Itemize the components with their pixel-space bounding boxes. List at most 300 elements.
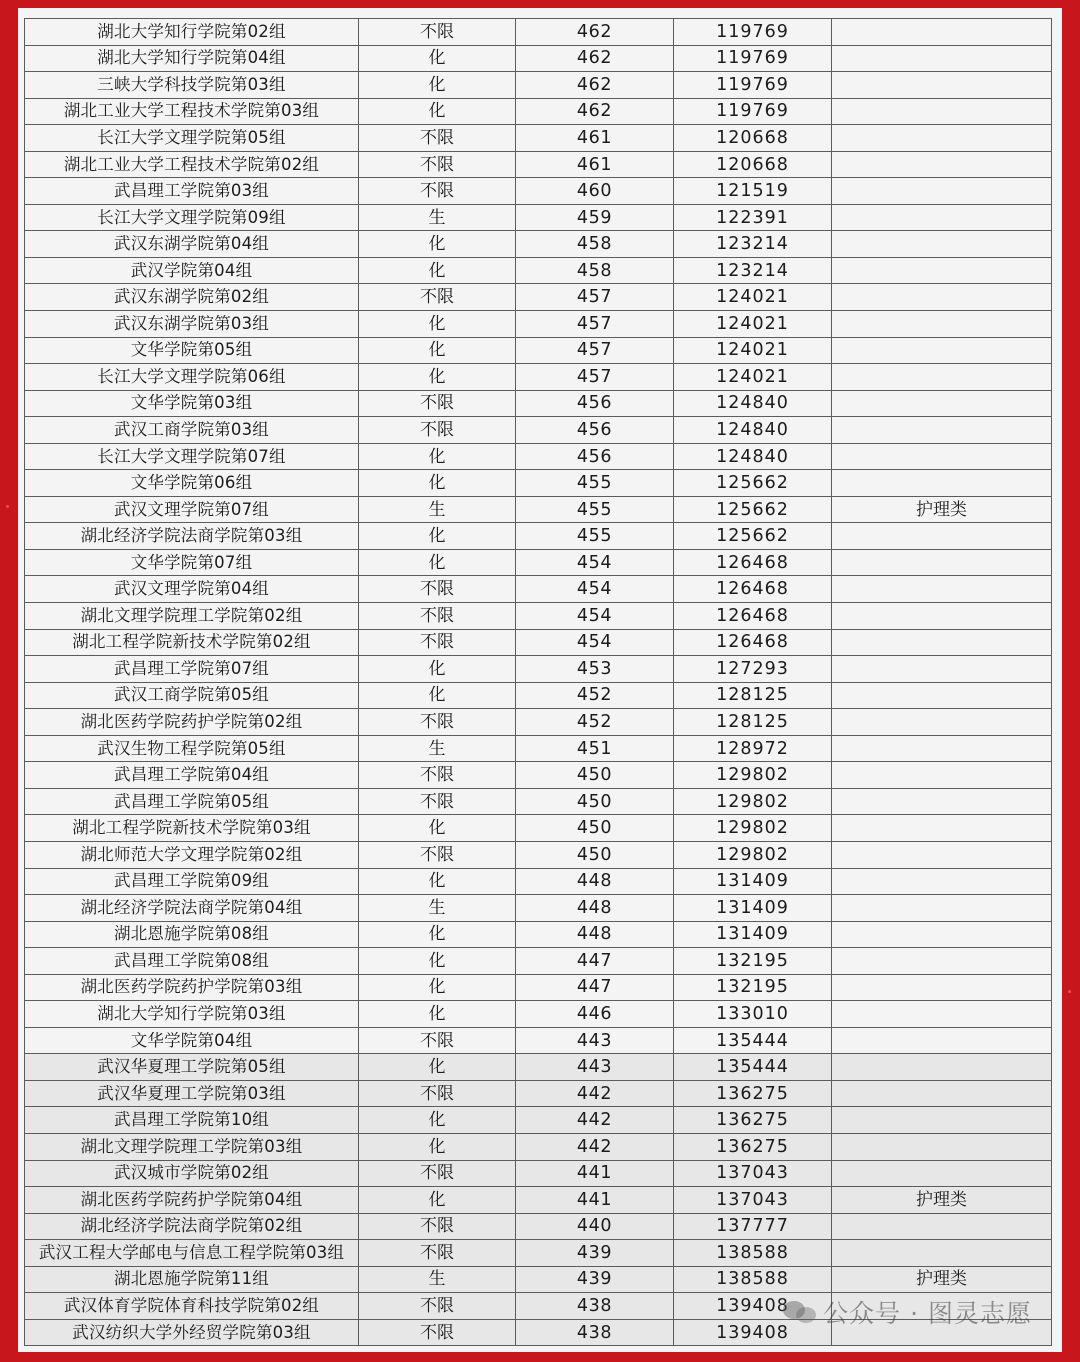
rank-cell: 122391 (674, 204, 832, 231)
school-cell: 武汉东湖学院第02组 (25, 284, 359, 311)
rank-cell: 123214 (674, 231, 832, 258)
subject-cell: 不限 (359, 1240, 516, 1267)
watermark (783, 1294, 1032, 1330)
note-cell (832, 364, 1052, 391)
note-cell: 护理类 (832, 1266, 1052, 1293)
rank-cell: 131409 (674, 868, 832, 895)
table-row (25, 311, 1052, 338)
rank-cell: 132195 (674, 948, 832, 975)
table-row (25, 1080, 1052, 1107)
table-row (25, 390, 1052, 417)
subject-cell: 不限 (359, 603, 516, 630)
note-cell (832, 178, 1052, 205)
school-cell: 武汉文理学院第04组 (25, 576, 359, 603)
score-cell: 454 (516, 549, 674, 576)
rank-cell: 138588 (674, 1266, 832, 1293)
rank-cell: 121519 (674, 178, 832, 205)
table-row (25, 1160, 1052, 1187)
school-cell: 武汉纺织大学外经贸学院第03组 (25, 1319, 359, 1346)
score-cell: 442 (516, 1080, 674, 1107)
score-cell: 454 (516, 603, 674, 630)
school-cell: 武汉东湖学院第04组 (25, 231, 359, 258)
table-row (25, 523, 1052, 550)
note-cell (832, 576, 1052, 603)
score-cell: 443 (516, 1054, 674, 1081)
table-row (25, 709, 1052, 736)
table-row (25, 496, 1052, 523)
subject-cell: 化 (359, 1107, 516, 1134)
table-row (25, 470, 1052, 497)
subject-cell: 化 (359, 549, 516, 576)
rank-cell: 136275 (674, 1080, 832, 1107)
note-cell (832, 549, 1052, 576)
subject-cell: 不限 (359, 788, 516, 815)
score-cell: 454 (516, 576, 674, 603)
table-row (25, 1027, 1052, 1054)
subject-cell: 化 (359, 1133, 516, 1160)
table-row (25, 284, 1052, 311)
note-cell (832, 390, 1052, 417)
school-cell: 武汉学院第04组 (25, 257, 359, 284)
subject-cell: 化 (359, 45, 516, 72)
school-cell: 湖北恩施学院第08组 (25, 921, 359, 948)
school-cell: 武汉城市学院第02组 (25, 1160, 359, 1187)
score-cell: 455 (516, 523, 674, 550)
table-row (25, 549, 1052, 576)
school-cell: 武汉华夏理工学院第05组 (25, 1054, 359, 1081)
note-cell (832, 603, 1052, 630)
rank-cell: 124021 (674, 337, 832, 364)
school-cell: 武昌理工学院第10组 (25, 1107, 359, 1134)
table-row (25, 1001, 1052, 1028)
table-row (25, 45, 1052, 72)
school-cell: 湖北医药学院药护学院第04组 (25, 1187, 359, 1214)
note-cell (832, 841, 1052, 868)
subject-cell: 不限 (359, 841, 516, 868)
rank-cell: 138588 (674, 1240, 832, 1267)
rank-cell: 124840 (674, 443, 832, 470)
note-cell (832, 895, 1052, 922)
school-cell: 湖北工程学院新技术学院第03组 (25, 815, 359, 842)
score-cell: 450 (516, 815, 674, 842)
score-cell: 442 (516, 1107, 674, 1134)
rank-cell: 124021 (674, 284, 832, 311)
rank-cell: 131409 (674, 895, 832, 922)
table-row (25, 576, 1052, 603)
score-cell: 447 (516, 974, 674, 1001)
rank-cell: 133010 (674, 1001, 832, 1028)
subject-cell: 生 (359, 735, 516, 762)
subject-cell: 生 (359, 204, 516, 231)
rank-cell: 135444 (674, 1054, 832, 1081)
school-cell: 湖北大学知行学院第03组 (25, 1001, 359, 1028)
note-cell (832, 257, 1052, 284)
subject-cell: 化 (359, 1001, 516, 1028)
table-row (25, 231, 1052, 258)
table-row (25, 656, 1052, 683)
rank-cell: 119769 (674, 19, 832, 46)
rank-cell: 127293 (674, 656, 832, 683)
note-cell (832, 417, 1052, 444)
rank-cell: 120668 (674, 151, 832, 178)
decorative-dot (1068, 990, 1071, 993)
rank-cell: 124021 (674, 311, 832, 338)
wechat-icon (783, 1299, 817, 1325)
score-cell: 455 (516, 496, 674, 523)
subject-cell: 化 (359, 72, 516, 99)
school-cell: 湖北文理学院理工学院第02组 (25, 603, 359, 630)
score-cell: 454 (516, 629, 674, 656)
note-cell (832, 735, 1052, 762)
note-cell (832, 974, 1052, 1001)
note-cell (832, 443, 1052, 470)
rank-cell: 120668 (674, 125, 832, 152)
note-cell (832, 1160, 1052, 1187)
score-cell: 438 (516, 1319, 674, 1346)
table-row (25, 125, 1052, 152)
note-cell (832, 948, 1052, 975)
note-cell (832, 1213, 1052, 1240)
school-cell: 武汉生物工程学院第05组 (25, 735, 359, 762)
note-cell (832, 1001, 1052, 1028)
school-cell: 湖北文理学院理工学院第03组 (25, 1133, 359, 1160)
rank-cell: 131409 (674, 921, 832, 948)
subject-cell: 不限 (359, 1319, 516, 1346)
note-cell (832, 1027, 1052, 1054)
rank-cell: 128125 (674, 709, 832, 736)
subject-cell: 化 (359, 98, 516, 125)
rank-cell: 129802 (674, 841, 832, 868)
table-row (25, 257, 1052, 284)
subject-cell: 化 (359, 974, 516, 1001)
note-cell (832, 19, 1052, 46)
subject-cell: 化 (359, 523, 516, 550)
note-cell (832, 656, 1052, 683)
score-cell: 457 (516, 284, 674, 311)
score-cell: 455 (516, 470, 674, 497)
school-cell: 武汉东湖学院第03组 (25, 311, 359, 338)
table-row (25, 204, 1052, 231)
note-cell (832, 284, 1052, 311)
table-row (25, 1054, 1052, 1081)
score-cell: 446 (516, 1001, 674, 1028)
score-cell: 462 (516, 72, 674, 99)
school-cell: 武昌理工学院第03组 (25, 178, 359, 205)
school-cell: 湖北医药学院药护学院第02组 (25, 709, 359, 736)
table-row (25, 1240, 1052, 1267)
note-cell (832, 1107, 1052, 1134)
school-cell: 湖北工业大学工程技术学院第02组 (25, 151, 359, 178)
subject-cell: 化 (359, 257, 516, 284)
note-cell (832, 98, 1052, 125)
score-cell: 456 (516, 443, 674, 470)
table-row (25, 98, 1052, 125)
subject-cell: 不限 (359, 19, 516, 46)
rank-cell: 132195 (674, 974, 832, 1001)
school-cell: 湖北医药学院药护学院第03组 (25, 974, 359, 1001)
rank-cell: 139408 (674, 1293, 832, 1320)
rank-cell: 119769 (674, 45, 832, 72)
rank-cell: 124840 (674, 390, 832, 417)
table-row (25, 762, 1052, 789)
rank-cell: 137043 (674, 1187, 832, 1214)
score-cell: 448 (516, 921, 674, 948)
note-cell (832, 709, 1052, 736)
table-row (25, 1213, 1052, 1240)
table-row (25, 841, 1052, 868)
table-row (25, 682, 1052, 709)
table-row (25, 1266, 1052, 1293)
school-cell: 武汉工商学院第05组 (25, 682, 359, 709)
rank-cell: 125662 (674, 496, 832, 523)
table-row (25, 629, 1052, 656)
rank-cell: 125662 (674, 470, 832, 497)
school-cell: 武汉工程大学邮电与信息工程学院第03组 (25, 1240, 359, 1267)
note-cell (832, 337, 1052, 364)
rank-cell: 139408 (674, 1319, 832, 1346)
school-cell: 文华学院第05组 (25, 337, 359, 364)
score-cell: 447 (516, 948, 674, 975)
school-cell: 湖北大学知行学院第04组 (25, 45, 359, 72)
school-cell: 武汉文理学院第07组 (25, 496, 359, 523)
score-cell: 448 (516, 868, 674, 895)
note-cell (832, 231, 1052, 258)
score-cell: 451 (516, 735, 674, 762)
score-cell: 450 (516, 841, 674, 868)
score-cell: 450 (516, 788, 674, 815)
subject-cell: 化 (359, 921, 516, 948)
score-cell: 452 (516, 682, 674, 709)
subject-cell: 化 (359, 311, 516, 338)
note-cell: 护理类 (832, 1187, 1052, 1214)
rank-cell: 124840 (674, 417, 832, 444)
note-cell (832, 204, 1052, 231)
school-cell: 湖北工业大学工程技术学院第03组 (25, 98, 359, 125)
table-row (25, 948, 1052, 975)
subject-cell: 化 (359, 337, 516, 364)
table-row (25, 178, 1052, 205)
subject-cell: 化 (359, 815, 516, 842)
school-cell: 长江大学文理学院第05组 (25, 125, 359, 152)
subject-cell: 生 (359, 895, 516, 922)
score-cell: 457 (516, 364, 674, 391)
rank-cell: 128972 (674, 735, 832, 762)
table-row (25, 1107, 1052, 1134)
note-cell (832, 125, 1052, 152)
school-cell: 湖北经济学院法商学院第04组 (25, 895, 359, 922)
subject-cell: 化 (359, 948, 516, 975)
score-cell: 443 (516, 1027, 674, 1054)
school-cell: 文华学院第07组 (25, 549, 359, 576)
score-cell: 462 (516, 19, 674, 46)
subject-cell: 不限 (359, 390, 516, 417)
subject-cell: 不限 (359, 709, 516, 736)
score-cell: 453 (516, 656, 674, 683)
score-cell: 456 (516, 390, 674, 417)
school-cell: 湖北工程学院新技术学院第02组 (25, 629, 359, 656)
table-row (25, 735, 1052, 762)
score-cell: 459 (516, 204, 674, 231)
subject-cell: 不限 (359, 125, 516, 152)
school-cell: 三峡大学科技学院第03组 (25, 72, 359, 99)
school-cell: 武汉体育学院体育科技学院第02组 (25, 1293, 359, 1320)
table-row (25, 788, 1052, 815)
school-cell: 文华学院第04组 (25, 1027, 359, 1054)
note-cell (832, 921, 1052, 948)
rank-cell: 136275 (674, 1133, 832, 1160)
subject-cell: 化 (359, 1054, 516, 1081)
note-cell (832, 682, 1052, 709)
score-cell: 440 (516, 1213, 674, 1240)
subject-cell: 不限 (359, 1080, 516, 1107)
score-cell: 458 (516, 231, 674, 258)
table-row (25, 895, 1052, 922)
score-cell: 457 (516, 337, 674, 364)
table-row (25, 337, 1052, 364)
school-cell: 长江大学文理学院第07组 (25, 443, 359, 470)
subject-cell: 不限 (359, 1213, 516, 1240)
document-page (18, 8, 1062, 1352)
rank-cell: 124021 (674, 364, 832, 391)
school-cell: 湖北经济学院法商学院第03组 (25, 523, 359, 550)
score-cell: 448 (516, 895, 674, 922)
subject-cell: 不限 (359, 1293, 516, 1320)
rank-cell: 126468 (674, 576, 832, 603)
subject-cell: 不限 (359, 629, 516, 656)
school-cell: 武昌理工学院第05组 (25, 788, 359, 815)
score-cell: 442 (516, 1133, 674, 1160)
subject-cell: 化 (359, 656, 516, 683)
subject-cell: 不限 (359, 762, 516, 789)
note-cell: 护理类 (832, 496, 1052, 523)
subject-cell: 不限 (359, 178, 516, 205)
note-cell (832, 629, 1052, 656)
rank-cell: 126468 (674, 603, 832, 630)
note-cell (832, 815, 1052, 842)
school-cell: 湖北大学知行学院第02组 (25, 19, 359, 46)
rank-cell: 137043 (674, 1160, 832, 1187)
subject-cell: 不限 (359, 576, 516, 603)
rank-cell: 123214 (674, 257, 832, 284)
subject-cell: 生 (359, 1266, 516, 1293)
school-cell: 武昌理工学院第07组 (25, 656, 359, 683)
subject-cell: 不限 (359, 417, 516, 444)
score-cell: 461 (516, 125, 674, 152)
table-row (25, 1133, 1052, 1160)
subject-cell: 生 (359, 496, 516, 523)
score-cell: 438 (516, 1293, 674, 1320)
table-row (25, 72, 1052, 99)
score-cell: 462 (516, 45, 674, 72)
rank-cell: 126468 (674, 629, 832, 656)
rank-cell: 128125 (674, 682, 832, 709)
subject-cell: 化 (359, 231, 516, 258)
admission-score-table (24, 18, 1052, 1346)
table-row (25, 417, 1052, 444)
school-cell: 长江大学文理学院第06组 (25, 364, 359, 391)
school-cell: 武昌理工学院第08组 (25, 948, 359, 975)
subject-cell: 不限 (359, 284, 516, 311)
note-cell (832, 45, 1052, 72)
rank-cell: 135444 (674, 1027, 832, 1054)
rank-cell: 129802 (674, 762, 832, 789)
school-cell: 武汉工商学院第03组 (25, 417, 359, 444)
watermark-text: 公众号 · 图灵志愿 (823, 1299, 1032, 1328)
school-cell: 湖北经济学院法商学院第02组 (25, 1213, 359, 1240)
rank-cell: 129802 (674, 788, 832, 815)
score-cell: 461 (516, 151, 674, 178)
school-cell: 武昌理工学院第09组 (25, 868, 359, 895)
school-cell: 文华学院第06组 (25, 470, 359, 497)
table-row (25, 443, 1052, 470)
score-cell: 452 (516, 709, 674, 736)
table-row (25, 603, 1052, 630)
note-cell (832, 470, 1052, 497)
score-cell: 441 (516, 1187, 674, 1214)
table-row (25, 921, 1052, 948)
subject-cell: 化 (359, 682, 516, 709)
note-cell (832, 1240, 1052, 1267)
note-cell (832, 311, 1052, 338)
score-cell: 439 (516, 1240, 674, 1267)
note-cell (832, 762, 1052, 789)
score-cell: 458 (516, 257, 674, 284)
score-cell: 439 (516, 1266, 674, 1293)
score-cell: 441 (516, 1160, 674, 1187)
rank-cell: 125662 (674, 523, 832, 550)
table-row (25, 815, 1052, 842)
school-cell: 文华学院第03组 (25, 390, 359, 417)
school-cell: 湖北恩施学院第11组 (25, 1266, 359, 1293)
subject-cell: 不限 (359, 151, 516, 178)
subject-cell: 化 (359, 443, 516, 470)
score-cell: 457 (516, 311, 674, 338)
rank-cell: 119769 (674, 72, 832, 99)
subject-cell: 不限 (359, 1160, 516, 1187)
table-body (25, 19, 1052, 1346)
subject-cell: 不限 (359, 1027, 516, 1054)
table-row (25, 364, 1052, 391)
score-cell: 462 (516, 98, 674, 125)
table-row (25, 974, 1052, 1001)
subject-cell: 化 (359, 364, 516, 391)
rank-cell: 129802 (674, 815, 832, 842)
note-cell (832, 788, 1052, 815)
table-row (25, 868, 1052, 895)
subject-cell: 化 (359, 1187, 516, 1214)
rank-cell: 137777 (674, 1213, 832, 1240)
school-cell: 湖北师范大学文理学院第02组 (25, 841, 359, 868)
score-cell: 456 (516, 417, 674, 444)
rank-cell: 119769 (674, 98, 832, 125)
school-cell: 武昌理工学院第04组 (25, 762, 359, 789)
school-cell: 武汉华夏理工学院第03组 (25, 1080, 359, 1107)
score-cell: 450 (516, 762, 674, 789)
score-cell: 460 (516, 178, 674, 205)
rank-cell: 136275 (674, 1107, 832, 1134)
school-cell: 长江大学文理学院第09组 (25, 204, 359, 231)
note-cell (832, 523, 1052, 550)
rank-cell: 126468 (674, 549, 832, 576)
note-cell (832, 1133, 1052, 1160)
note-cell (832, 1054, 1052, 1081)
table-row (25, 151, 1052, 178)
note-cell (832, 151, 1052, 178)
note-cell (832, 868, 1052, 895)
subject-cell: 化 (359, 470, 516, 497)
note-cell (832, 1080, 1052, 1107)
note-cell (832, 72, 1052, 99)
